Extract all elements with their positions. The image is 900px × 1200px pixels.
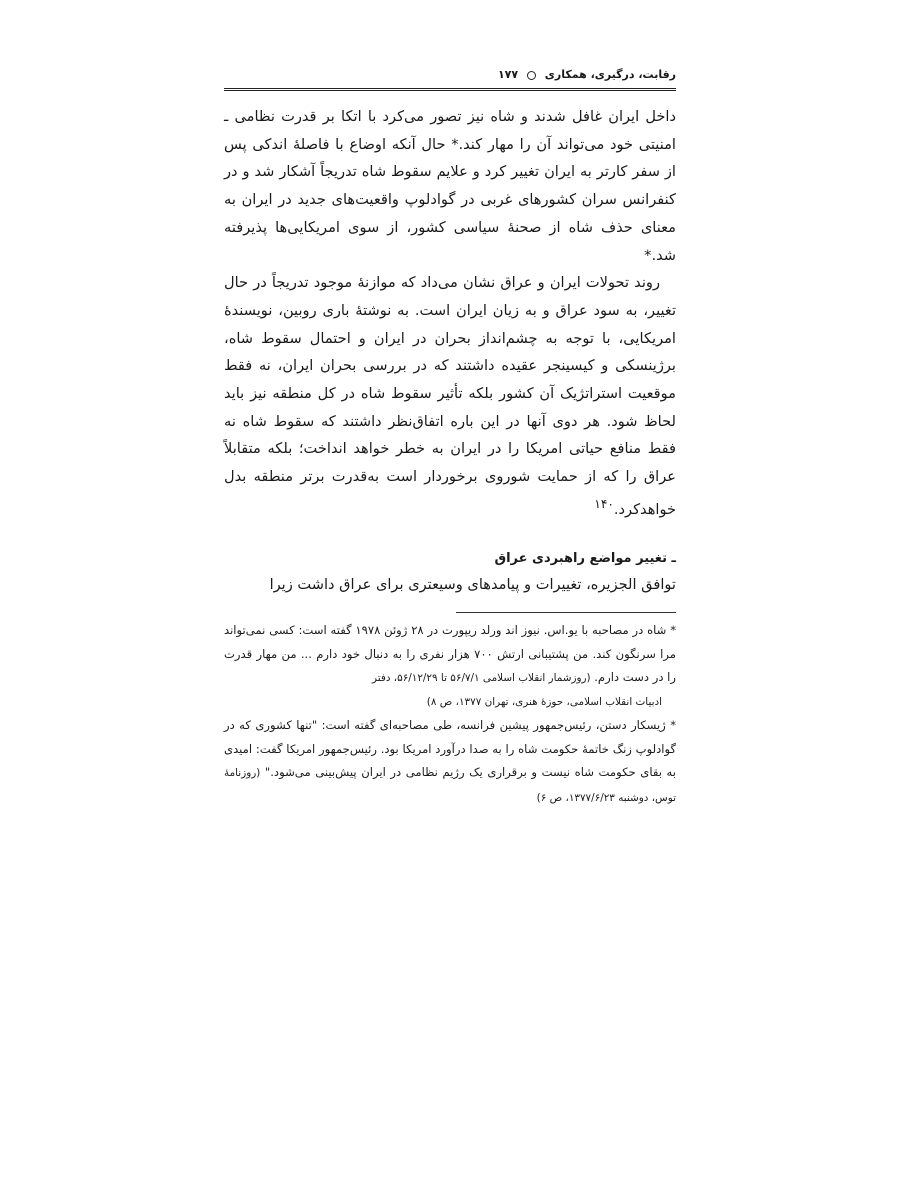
footnote-1-text: * شاه در مصاحبه با یو.اس. نیوز اند ورلد ریپورت در ۲۸ ژوئن ۱۹۷۸ گفته است: کسی نمی‌تواند مرا سرنگون کند. من پشتیبانی ارتش ۷۰۰ هزار نفری را به دنبال خود دارم ... من مهار قدرت را در دست دارم. <box>224 623 677 685</box>
section-first-line: توافق الجزیره، تغییرات و پیامدهای وسیعتری برای عراق داشت زیرا <box>269 576 676 594</box>
book-page <box>224 62 676 810</box>
footnote-2-source: (روزنامۀ توس، دوشنبه ۱۳۷۷/۶/۲۳، ص ۶) <box>224 767 676 804</box>
running-head-inner <box>498 68 676 81</box>
running-head <box>224 62 676 91</box>
footnotes <box>224 619 676 810</box>
footnote-1-source-cont: ادبیات انقلاب اسلامی، حوزۀ هنری، تهران ۱۳۷۷، ص ۸) <box>426 695 662 708</box>
footnote-2-text: * ژیسکار دستن، رئیس‌جمهور پیشین فرانسه، طی مصاحبه‌ای گفته است: "تنها کشوری که در گوادلوپ زنگ خاتمۀ حکومت شاه را به صدا درآورد امریکا بود. رئیس‌جمهور امریکا گفت: امیدی به بقای حکومت شاه نیست و برقراری یک رژیم نظامی در ایران پیش‌بینی می‌شود." <box>224 718 676 780</box>
running-head-title: رقابت، درگیری، همکاری <box>544 68 676 81</box>
footnote-1 <box>224 619 676 714</box>
footnote-2 <box>224 714 676 810</box>
paragraph-2 <box>224 269 676 523</box>
circle-separator-icon <box>527 71 536 80</box>
section-heading: ـ تغییر مواضع راهبردی عراق <box>494 551 676 567</box>
footnote-divider <box>456 612 676 613</box>
paragraph-1: داخل ایران غافل شدند و شاه نیز تصور می‌کرد با اتکا بر قدرت نظامی ـ امنیتی خود می‌تواند آن را مهار کند.* حال آنکه اوضاع با فاصلۀ اندکی پس از سفر کارتر به ایران تغییر کرد و علایم سقوط شاه تدریجاً آشکار شد و در کنفرانس سران کشورهای غربی در گوادلوپ واقعیت‌های جدید در ایران به معنای حذف شاه از صحنۀ سیاسی کشور، از سوی امریکایی‌ها پذیرفته شد.* <box>224 108 676 264</box>
reference-number: ۱۴۰ <box>594 496 614 511</box>
main-text <box>224 103 676 523</box>
footnote-1-source: (روزشمار انقلاب اسلامی ۵۶/۷/۱ تا ۵۶/۱۲/۲۹، دفتر <box>371 672 591 685</box>
page-number: ۱۷۷ <box>497 68 519 81</box>
paragraph-2-text: روند تحولات ایران و عراق نشان می‌داد که موازنۀ موجود تدریجاً در حال تغییر، به سود عراق و به زیان ایران است. به نوشتۀ باری روبین، نویسندۀ امریکایی، با توجه به چشم‌انداز بحران در ایران و احتمال سقوط شاه، برژینسکی و کیسینجر عقیده داشتند که در بررسی بحران ایران، نه فقط موقعیت استراتژیک آن کشور بلکه تأثیر سقوط شاه در کل منطقه نیز باید لحاظ شود. هر دوی آنها در این باره اتفاق‌نظر داشتند که سقوط شاه نه فقط منافع حیاتی امریکا را در ایران به خطر خواهد انداخت؛ بلکه متقابلاً عراق را که از حمایت شوروی برخوردار است به‌قدرت برتر منطقه بدل خواهدکرد. <box>224 274 676 518</box>
